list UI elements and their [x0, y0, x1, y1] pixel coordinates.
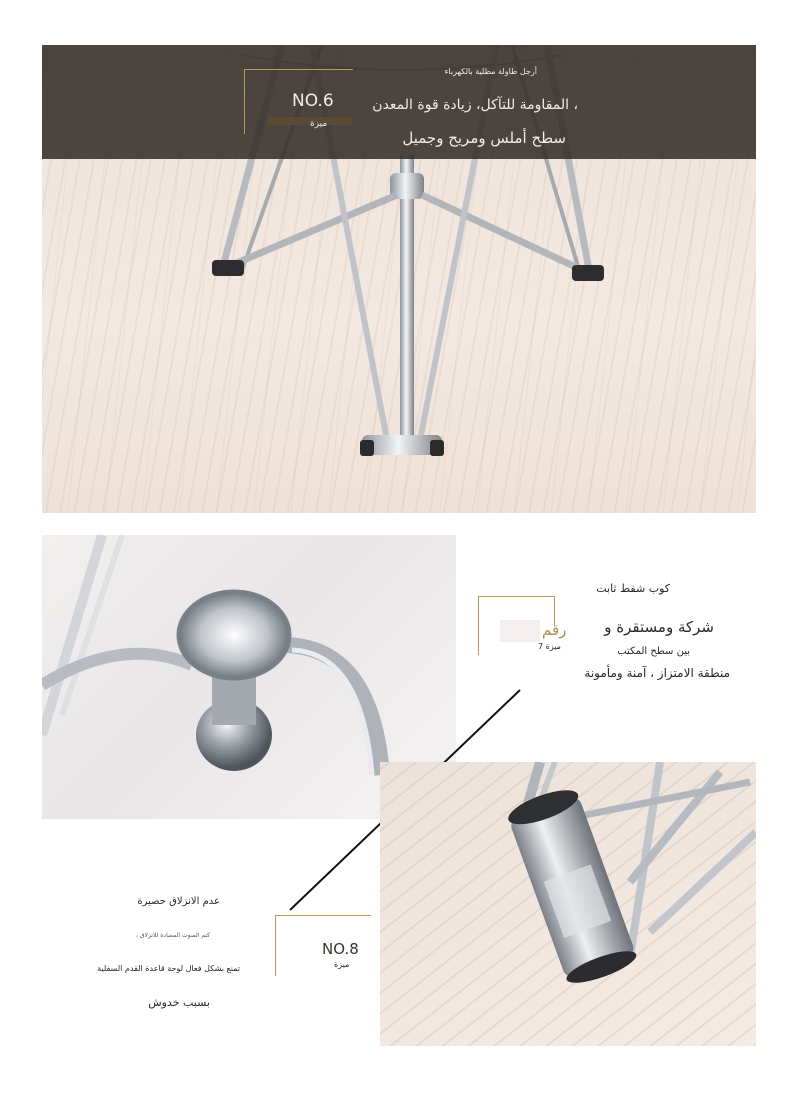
feature8-label: ميزة [334, 960, 350, 969]
feature7-line2: منطقة الامتزاز ، آمنة ومأمونة [584, 666, 730, 680]
feature6-label: ميزة [310, 119, 328, 129]
feature7-number-word: رقم [542, 621, 567, 639]
feature7-line1: بين سطح المكتب [617, 646, 690, 657]
feature6-line2: سطح أملس ومريح وجميل [402, 129, 566, 147]
feature8-title: عدم الانزلاق حصيرة [137, 896, 220, 907]
feature6-number: NO.6 [292, 91, 334, 111]
feature8-line1: تمنع بشكل فعال لوحة قاعدة القدم السفلية [97, 964, 240, 973]
foot-pad-illustration [380, 762, 756, 1046]
feature8-number: NO.8 [322, 940, 359, 958]
feature7-sub: 7 ميزة [538, 642, 561, 651]
feature8-line2: بسبب خدوش [148, 996, 210, 1009]
feature6-small-text: أرجل طاولة مطلية بالكهرباء [444, 67, 537, 76]
feature6-line1: ، المقاومة للتآكل، زيادة قوة المعدن [372, 97, 578, 113]
feature7-title: كوب شفط ثابت [596, 582, 670, 595]
feature7-headline: شركة ومستقرة و [604, 618, 714, 636]
feature8-small: كتم الصوت المضادة للانزلاق ، [136, 932, 210, 939]
non-slip-pad-photo [380, 762, 756, 1046]
